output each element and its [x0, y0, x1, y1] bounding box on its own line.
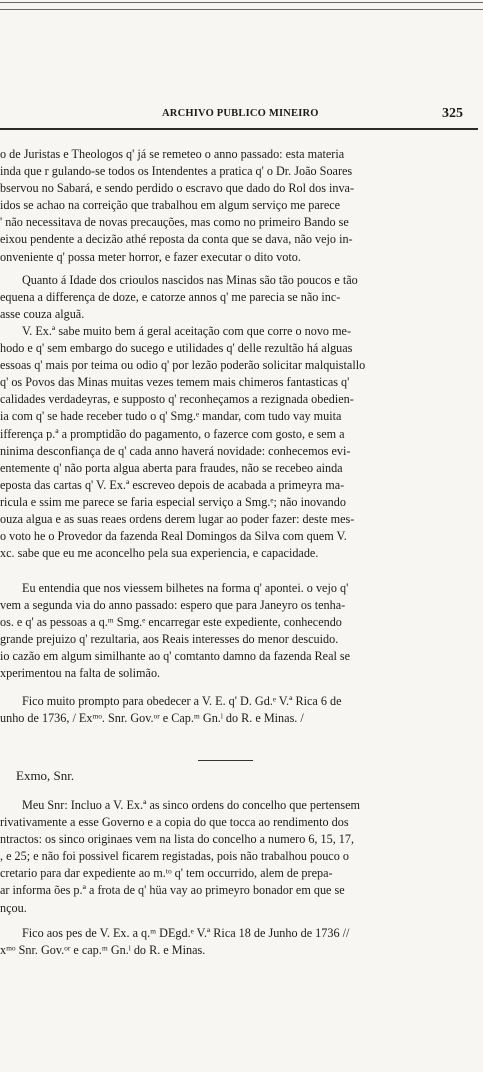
top-edge-rule-second: [0, 9, 483, 10]
text-line: ouza algua e as suas reaes ordens derem lugar ao poder fazer: deste mes-: [0, 512, 355, 527]
text-line: essoas q' mais por teima ou odio q' por lezão poderão solicitar malquistallo: [0, 358, 366, 373]
text-line: io cazão em algum similhante ao q' comtanto damno da fazenda Real se: [0, 649, 351, 664]
text-line: onveniente q' possa meter horror, e fazer executar o dito voto.: [0, 249, 301, 264]
paragraph-juristas: [0, 146, 470, 266]
text-line: ntractos: os sinco originaes vem na lista do concelho a numero 6, 15, 17,: [0, 832, 355, 847]
page-header: [0, 106, 483, 124]
text-line: ifferença p.ª a promptidão do pagamento, o fazerce com gosto, e sem a: [0, 426, 345, 441]
text-line: cretario para dar expediente ao m.ᵗᵒ q' tem occurrido, alem de prepa-: [0, 866, 333, 881]
text-line: bservou no Sabará, e sendo perdido o escravo que dado do Rol dos inva-: [0, 181, 355, 196]
text-line: , e 25; e não foi possivel ficarem registadas, pois não trabalhou pouco o: [0, 849, 349, 864]
text-line: Fico aos pes de V. Ex. a q.ᵐ DEgd.ᵉ V.ª Rica 18 de Junho de 1736 //: [22, 926, 350, 940]
text-line: V. Ex.ª sabe muito bem á geral aceitação com que corre o novo me-: [22, 324, 352, 338]
text-line: q' os Povos das Minas muitas vezes temem mais chimeros fantasticas q': [0, 375, 350, 390]
text-line: ricula e ssim me parece se faria especial serviço a Smg.ᵉ; não inovando: [0, 494, 346, 509]
text-line: ' não necessitava de novas precauções, mas como no primeiro Bando se: [0, 215, 349, 230]
running-title: ARCHIVO PUBLICO MINEIRO: [162, 108, 319, 119]
text-line: Eu entendia que nos viessem bilhetes na forma q' apontei. o vejo q': [22, 581, 349, 595]
letter-paragraph-closing: [0, 925, 470, 959]
paragraph-novo-methodo: [0, 323, 470, 562]
text-line: eixou pendente a decizão athé reposta da conta que se dava, não vejo in-: [0, 232, 353, 247]
text-line: ninima desconfiança de q' cada anno haverá novidade: conhecemos evi-: [0, 443, 351, 458]
text-line: xperimentou na falta de solimão.: [0, 666, 161, 681]
text-line: unho de 1736, / Exᵐᵒ. Snr. Gov.ᵒʳ e Cap.ᵐ Gn.ˡ do R. e Minas. /: [0, 711, 304, 726]
paragraph-crioulos: [0, 272, 470, 323]
header-rule: [0, 128, 478, 130]
paragraph-closing-1736: [0, 693, 470, 727]
section-separator: [198, 760, 253, 761]
text-line: xᵐᵒ Snr. Gov.ᵒʳ e cap.ᵐ Gn.ˡ do R. e Minas.: [0, 943, 206, 958]
text-line: rivativamente a esse Governo e a copia do que tocca ao rendimento dos: [0, 815, 349, 830]
text-line: equena a differença de doze, e catorze annos q' me parecia se não inc-: [0, 290, 341, 305]
text-line: asse couza alguã.: [0, 307, 85, 322]
text-line: idos se achao na correição que trabalhou em algum serviço me parece: [0, 198, 341, 213]
text-line: grande prejuizo q' rezultaria, aos Reais interesses do menor descuido.: [0, 632, 339, 647]
letter-greeting: Exmo, Snr.: [16, 768, 75, 783]
paragraph-bilhetes: [0, 580, 470, 683]
text-line: entemente q' não porta algua aberta para fraudes, não se recebeo ainda: [0, 460, 343, 475]
text-line: o voto he o Provedor da fazenda Real Domingos da Silva com quem V.: [0, 529, 347, 544]
text-line: inda que r gulando-se todos os Intendentes a pratica q' o Dr. João Soares: [0, 164, 353, 179]
top-edge-rule: [0, 2, 483, 3]
text-line: Meu Snr: Incluo a V. Ex.ª as sinco ordens do concelho que pertensem: [22, 798, 360, 812]
text-line: o de Juristas e Theologos q' já se remeteo o anno passado: esta materia: [0, 147, 345, 161]
text-line: Fico muito prompto para obedecer a V. E. q' D. Gd.ᵉ V.ª Rica 6 de: [22, 694, 342, 708]
text-line: ia com q' se hade receber tudo o q' Smg.ᵉ mandar, com tudo vay muita: [0, 409, 342, 424]
text-line: eposta das cartas q' V. Ex.ª escreveo depois de acabada a primeyra ma-: [0, 477, 345, 492]
text-line: Quanto á Idade dos crioulos nascidos nas Minas são tão poucos e tão: [22, 273, 358, 287]
text-line: xc. sabe que eu me aconcelho pela sua experiencia, e capacidade.: [0, 546, 319, 561]
text-line: vem a segunda via do anno passado: espero que para Janeyro os tenha-: [0, 598, 346, 613]
text-line: hodo e q' sem embargo do sucego e utilidades q' delle rezultão há alguas: [0, 341, 353, 356]
text-line: os. e q' as pessoas a q.ᵐ Smg.ᵉ encarregar este expediente, conhecendo: [0, 615, 342, 630]
text-line: nçou.: [0, 900, 27, 915]
text-line: ar informa ões p.ª a frota de q' hüa vay ao primeyro bonador em que se: [0, 883, 345, 898]
page-number: 325: [442, 106, 463, 121]
text-line: calidades verdadeyras, e supposto q' reconheçamos a rezignada obedien-: [0, 392, 354, 407]
letter-paragraph-ordens: [0, 797, 470, 917]
